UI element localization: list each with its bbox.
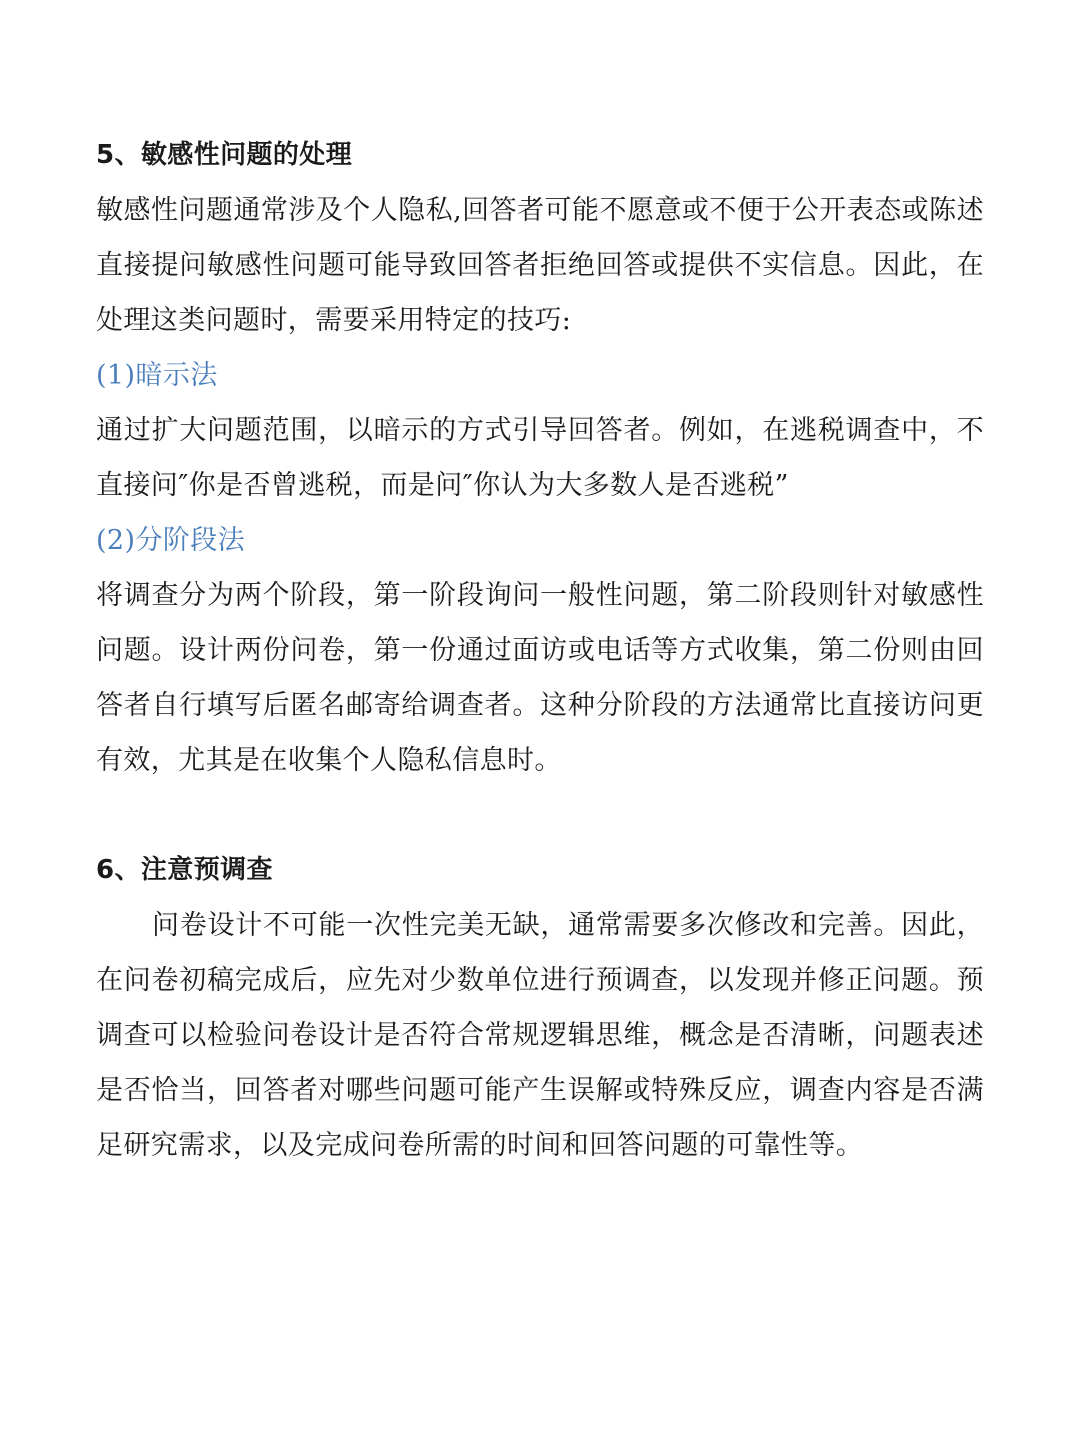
section-5-intro: 敏感性问题通常涉及个人隐私,回答者可能不愿意或不便于公开表态或陈述直接提问敏感性问题可能导致回答者拒绝回答或提供不实信息。因此，在处理这类问题时，需要采用特定的技巧: <box>96 195 984 336</box>
method-2-title: (2)分阶段法 <box>96 525 246 556</box>
section-6-text: 问卷设计不可能一次性完美无缺，通常需要多次修改和完善。因此，在问卷初稿完成后，应先对少数单位进行预调查，以发现并修正问题。预调查可以检验问卷设计是否符合常规逻辑思维，概念是否清晰，问题表述是否恰当，回答者对哪些问题可能产生误解或特殊反应，调查内容是否满足研究需求，以及完成问卷所需的时间和回答问题的可靠性等。 <box>96 910 984 1161</box>
method-1-title: (1)暗示法 <box>96 360 218 391</box>
document-page <box>96 128 984 1173</box>
method-1-text: 通过扩大问题范围，以暗示的方式引导回答者。例如，在逃税调查中，不直接问″你是否曾逃税，而是问″你认为大多数人是否逃税” <box>96 415 984 501</box>
section-spacer <box>96 788 984 843</box>
method-2-text: 将调查分为两个阶段，第一阶段询问一般性问题，第二阶段则针对敏感性问题。设计两份问卷，第一份通过面访或电话等方式收集，第二份则由回答者自行填写后匿名邮寄给调查者。这种分阶段的方法通常比直接访问更有效，尤其是在收集个人隐私信息时。 <box>96 580 984 776</box>
section-5-heading: 5、敏感性问题的处理 <box>96 140 353 170</box>
section-6-heading: 6、注意预调查 <box>96 855 273 885</box>
